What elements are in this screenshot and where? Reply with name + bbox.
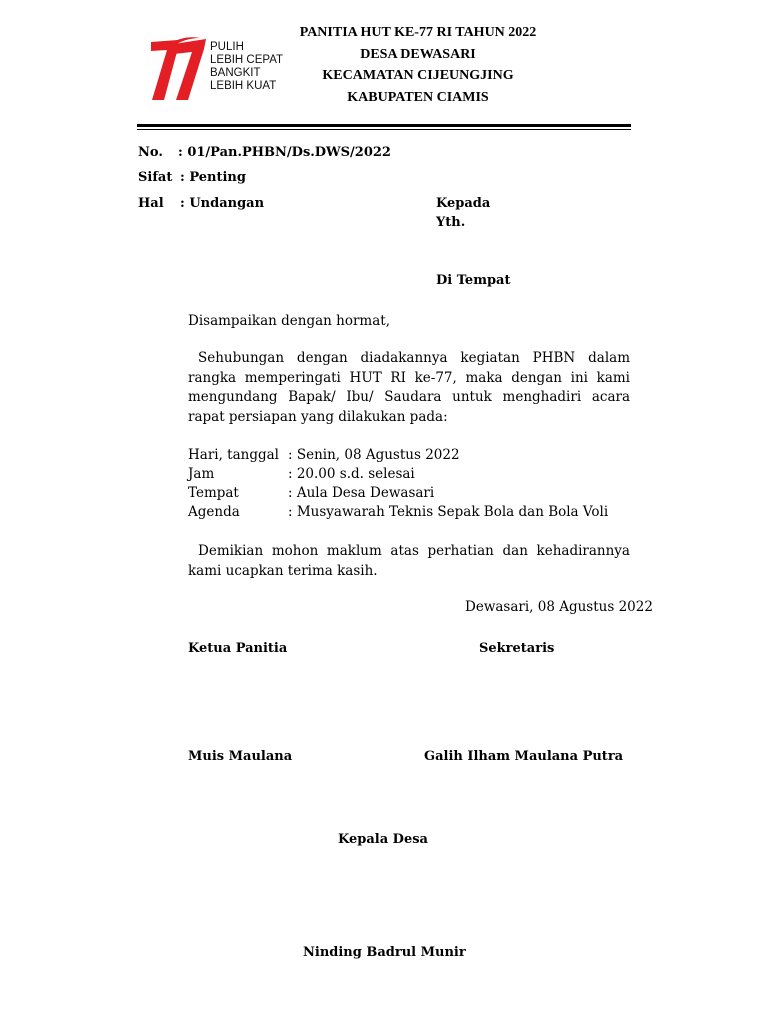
detail-value: : 20.00 s.d. selesai	[288, 466, 415, 482]
kepada-label: Kepada	[436, 196, 491, 211]
place-date: Dewasari, 08 Agustus 2022	[465, 599, 653, 615]
seventy-seven-logo-icon	[148, 36, 208, 102]
letterhead-line-2: DESA DEWASARI	[360, 47, 476, 62]
sifat-value: : Penting	[180, 170, 246, 185]
ketua-name: Muis Maulana	[188, 749, 293, 764]
no-label: No.	[138, 145, 163, 160]
logo-line-1: PULIH	[210, 41, 244, 53]
sekretaris-title: Sekretaris	[479, 641, 555, 656]
sekretaris-name: Galih Ilham Maulana Putra	[424, 749, 624, 764]
greeting: Disampaikan dengan hormat,	[188, 313, 390, 329]
no-value: : 01/Pan.PHBN/Ds.DWS/2022	[178, 145, 391, 160]
detail-row	[188, 484, 638, 503]
event-details	[188, 446, 638, 522]
logo-line-4: LEBIH KUAT	[210, 80, 277, 92]
ketua-title: Ketua Panitia	[188, 641, 288, 656]
sifat-label: Sifat	[138, 170, 173, 185]
paragraph-closing-text: Demikian mohon maklum atas perhatian dan kehadirannya kami ucapkan terima kasih.	[188, 543, 630, 579]
logo-line-3: BANGKIT	[210, 67, 261, 79]
detail-value: : Senin, 08 Agustus 2022	[288, 447, 460, 463]
detail-label: Jam	[188, 466, 215, 482]
letterhead-line-1: PANITIA HUT KE-77 RI TAHUN 2022	[299, 25, 537, 40]
kades-name: Ninding Badrul Munir	[303, 945, 466, 960]
di-tempat-label: Di Tempat	[436, 273, 511, 288]
logo-line-2: LEBIH CEPAT	[210, 54, 284, 66]
detail-value: : Musyawarah Teknis Sepak Bola dan Bola Voli	[288, 504, 609, 520]
detail-label: Tempat	[188, 485, 239, 501]
hal-value: : Undangan	[180, 196, 265, 211]
letterhead-rule-thin	[137, 129, 631, 130]
detail-row	[188, 503, 638, 522]
detail-row	[188, 446, 638, 465]
letterhead-line-4: KABUPATEN CIAMIS	[347, 90, 489, 105]
detail-row	[188, 465, 638, 484]
letterhead-rule-thick	[137, 124, 631, 127]
paragraph-intro	[188, 349, 630, 427]
letterhead-line-3: KECAMATAN CIJEUNGJING	[322, 68, 514, 83]
detail-label: Hari, tanggal	[188, 447, 279, 463]
kades-title: Kepala Desa	[338, 832, 428, 847]
paragraph-intro-text: Sehubungan dengan diadakannya kegiatan PHBN dalam rangka memperingati HUT RI ke-77, maka dengan ini kami mengundang Bapak/ Ibu/ Saudara untuk menghadiri acara rapat persiapan yang dilakukan pada:	[188, 350, 630, 425]
paragraph-closing	[188, 542, 630, 581]
detail-value: : Aula Desa Dewasari	[288, 485, 435, 501]
hal-label: Hal	[138, 196, 164, 211]
detail-label: Agenda	[188, 504, 240, 520]
yth-label: Yth.	[436, 215, 466, 230]
